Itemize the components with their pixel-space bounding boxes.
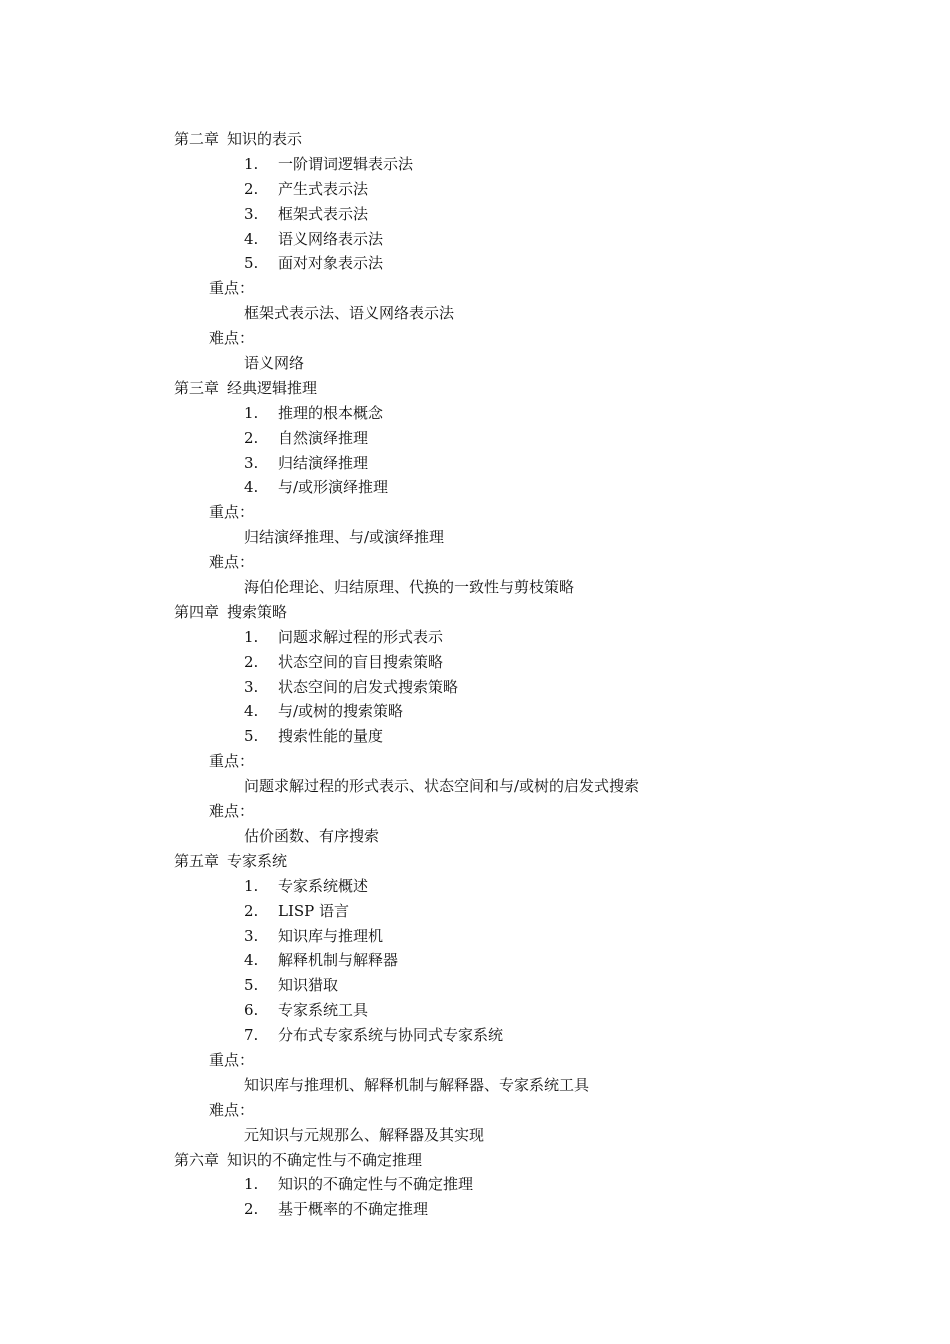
- list-item: [0, 998, 950, 1023]
- list-item-number: 3.: [244, 204, 259, 223]
- chapter-number: 第四章: [174, 602, 220, 621]
- list-item: [0, 699, 950, 724]
- list-item-text: 专家系统工具: [278, 1001, 369, 1020]
- list-item-number: 1.: [244, 876, 259, 895]
- list-item-number: 5.: [244, 976, 259, 995]
- list-item: [0, 625, 950, 650]
- list-item: [0, 948, 950, 973]
- list-item-number: 1.: [244, 627, 259, 646]
- list-item: [0, 251, 950, 276]
- list-item-number: 6.: [244, 1001, 259, 1020]
- list-item-text: 归结演绎推理: [278, 453, 369, 472]
- key-points-label: 重点：: [209, 503, 255, 522]
- list-item-text: 状态空间的盲目搜索策略: [278, 652, 444, 671]
- list-item-text: 知识猎取: [278, 976, 339, 995]
- list-item: [0, 475, 950, 500]
- key-points-text: 问题求解过程的形式表示、状态空间和与/或树的启发式搜索: [244, 777, 640, 796]
- list-item-text: 解释机制与解释器: [278, 951, 399, 970]
- list-item-number: 2.: [244, 901, 259, 920]
- chapter-title: 专家系统: [227, 851, 288, 870]
- list-item: [0, 426, 950, 451]
- list-item: [0, 202, 950, 227]
- list-item-text: 框架式表示法: [278, 204, 369, 223]
- list-item: [0, 451, 950, 476]
- chapter-heading: [0, 600, 950, 625]
- chapter-number: 第五章: [174, 851, 220, 870]
- list-item-text: 专家系统概述: [278, 876, 369, 895]
- list-item: [0, 724, 950, 749]
- key-points-text: 归结演绎推理、与/或演绎推理: [244, 528, 445, 547]
- list-item-text: 基于概率的不确定推理: [278, 1200, 429, 1219]
- list-item-text: 问题求解过程的形式表示: [278, 627, 444, 646]
- list-item-text: 一阶谓词逻辑表示法: [278, 154, 414, 173]
- list-item-number: 4.: [244, 951, 259, 970]
- chapter-heading: [0, 849, 950, 874]
- list-item-number: 2.: [244, 1200, 259, 1219]
- list-item-number: 4.: [244, 229, 259, 248]
- list-item-text: 分布式专家系统与协同式专家系统: [278, 1026, 504, 1045]
- list-item: [0, 152, 950, 177]
- list-item-text: 搜索性能的量度: [278, 727, 384, 746]
- list-item-text: LISP 语言: [278, 901, 350, 920]
- list-item: [0, 874, 950, 899]
- chapter-number: 第三章: [174, 378, 220, 397]
- key-points-text: 知识库与推理机、解释机制与解释器、专家系统工具: [244, 1075, 590, 1094]
- difficulty-text: 估价函数、有序搜索: [244, 826, 380, 845]
- list-item-number: 1.: [244, 154, 259, 173]
- list-item-number: 3.: [244, 926, 259, 945]
- list-item: [0, 973, 950, 998]
- list-item-number: 7.: [244, 1026, 259, 1045]
- list-item: [0, 1172, 950, 1197]
- difficulty-label: 难点：: [209, 802, 255, 821]
- list-item-text: 状态空间的启发式搜索策略: [278, 677, 459, 696]
- document-page: [0, 127, 950, 1222]
- chapter-number: 第二章: [174, 130, 220, 148]
- difficulty-label: 难点：: [209, 1100, 255, 1119]
- list-item: [0, 924, 950, 949]
- chapter-title: 经典逻辑推理: [227, 378, 318, 397]
- list-item-number: 2.: [244, 652, 259, 671]
- list-item: [0, 1023, 950, 1048]
- list-item-text: 推理的根本概念: [278, 403, 384, 422]
- difficulty-label: 难点：: [209, 329, 255, 348]
- chapter-title: 搜索策略: [227, 602, 288, 621]
- chapter-number: 第六章: [174, 1150, 220, 1169]
- difficulty-text: 元知识与元规那么、解释器及其实现: [244, 1125, 485, 1144]
- chapter-heading: [0, 376, 950, 401]
- list-item: [0, 227, 950, 252]
- list-item-number: 4.: [244, 702, 259, 721]
- chapter-heading: [0, 127, 950, 152]
- list-item: [0, 401, 950, 426]
- list-item-text: 与/或树的搜索策略: [278, 702, 404, 721]
- list-item-text: 与/或形演绎推理: [278, 478, 389, 497]
- list-item-number: 1.: [244, 1175, 259, 1194]
- list-item: [0, 1197, 950, 1222]
- key-points-label: 重点：: [209, 1050, 255, 1069]
- list-item-number: 2.: [244, 179, 259, 198]
- key-points-label: 重点：: [209, 279, 255, 298]
- key-points-label: 重点：: [209, 752, 255, 771]
- difficulty-text: 海伯伦理论、归结原理、代换的一致性与剪枝策略: [244, 578, 575, 597]
- list-item: [0, 899, 950, 924]
- list-item: [0, 675, 950, 700]
- key-points-text: 框架式表示法、语义网络表示法: [244, 304, 455, 323]
- list-item-text: 自然演绎推理: [278, 428, 369, 447]
- list-item-number: 5.: [244, 727, 259, 746]
- list-item-text: 产生式表示法: [278, 179, 369, 198]
- list-item-text: 知识库与推理机: [278, 926, 384, 945]
- list-item: [0, 650, 950, 675]
- difficulty-text: 语义网络: [244, 354, 305, 373]
- chapter-heading: [0, 1148, 950, 1173]
- list-item-number: 2.: [244, 428, 259, 447]
- list-item-number: 3.: [244, 677, 259, 696]
- list-item-text: 知识的不确定性与不确定推理: [278, 1175, 474, 1194]
- list-item-text: 语义网络表示法: [278, 229, 384, 248]
- chapter-title: 知识的表示: [227, 130, 303, 148]
- list-item-number: 5.: [244, 254, 259, 273]
- list-item-number: 4.: [244, 478, 259, 497]
- list-item: [0, 177, 950, 202]
- difficulty-label: 难点：: [209, 553, 255, 572]
- list-item-number: 1.: [244, 403, 259, 422]
- list-item-number: 3.: [244, 453, 259, 472]
- list-item-text: 面对对象表示法: [278, 254, 384, 273]
- chapter-title: 知识的不确定性与不确定推理: [227, 1150, 423, 1169]
